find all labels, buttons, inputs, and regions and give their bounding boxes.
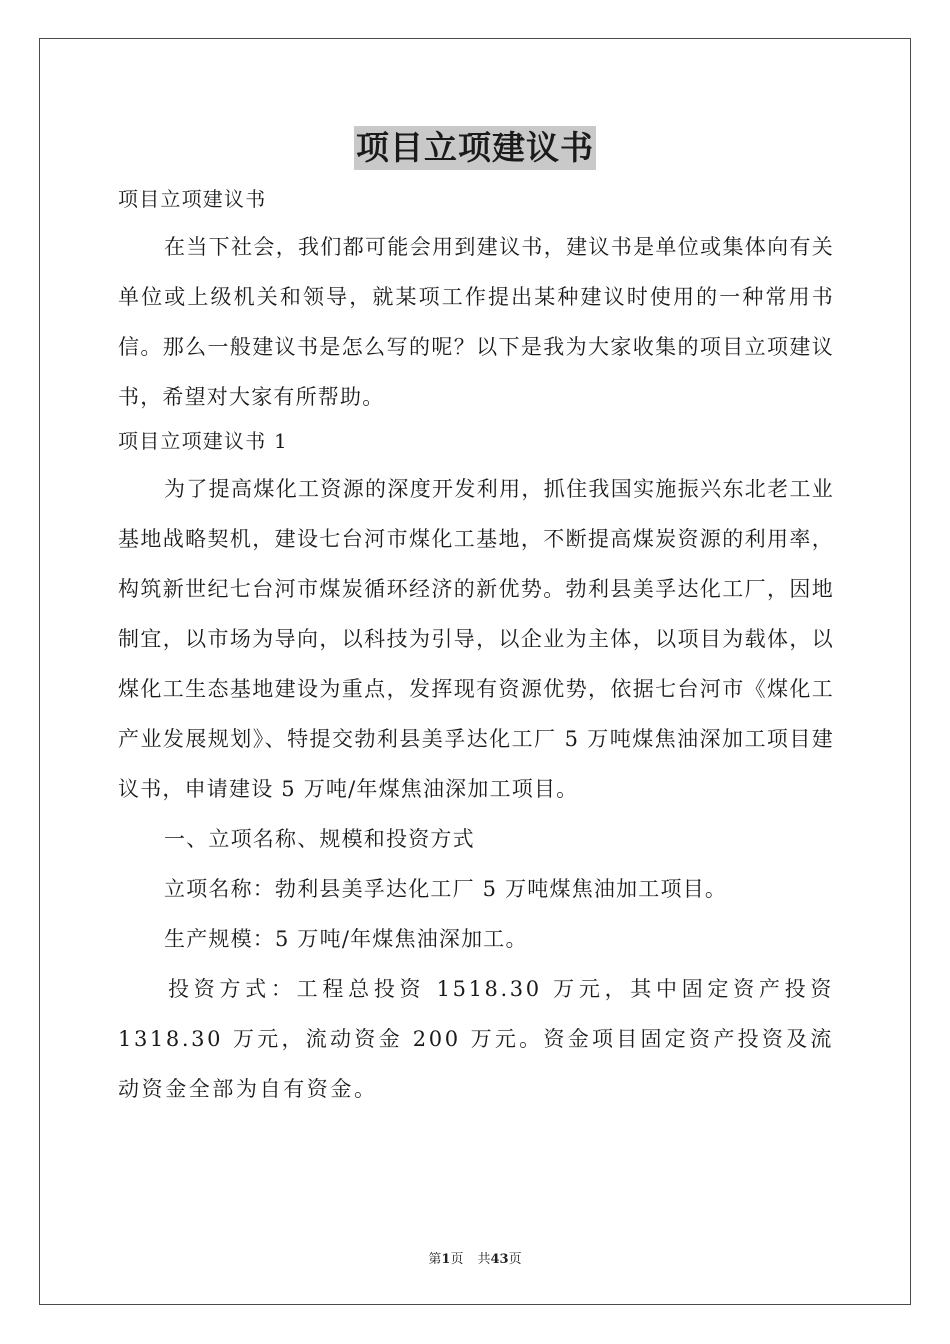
total-prefix: 共 <box>477 1252 491 1267</box>
page-footer <box>0 1248 950 1267</box>
intro-paragraph: 在当下社会，我们都可能会用到建议书，建议书是单位或集体向有关单位或上级机关和领导，就某项工作提出某种建议时使用的一种常用书信。那么一般建议书是怎么写的呢？以下是我为大家收集的项目立项建议书，希望对大家有所帮助。 <box>118 235 834 409</box>
document-title: 项目立项建议书 <box>354 126 596 170</box>
total-pages: 43 <box>490 1252 509 1267</box>
page-suffix: 页 <box>450 1252 464 1267</box>
item-project-name: 立项名称：勃利县美孚达化工厂 5 万吨煤焦油加工项目。 <box>164 877 728 901</box>
title-container <box>0 126 950 170</box>
page-prefix: 第 <box>428 1252 442 1267</box>
item-heading: 一、立项名称、规模和投资方式 <box>164 827 475 851</box>
item-investment: 投资方式：工程总投资 1518.30 万元，其中固定资产投资 1318.30 万元，流动资金 200 万元。资金项目固定资产投资及流动资金全部为自有资金。 <box>118 977 834 1101</box>
page-number: 1 <box>441 1252 451 1267</box>
total-suffix: 页 <box>508 1252 522 1267</box>
document-subtitle: 项目立项建议书 <box>118 187 267 211</box>
item-production-scale: 生产规模：5 万吨/年煤焦油深加工。 <box>164 927 528 951</box>
section-1-title: 项目立项建议书 1 <box>118 429 288 453</box>
section-1-paragraph: 为了提高煤化工资源的深度开发利用，抓住我国实施振兴东北老工业基地战略契机，建设七台河市煤化工基地，不断提高煤炭资源的利用率，构筑新世纪七台河市煤炭循环经济的新优势。勃利县美孚达化工厂，因地制宜，以市场为导向，以科技为引导，以企业为主体，以项目为载体，以煤化工生态基地建设为重点，发挥现有资源优势，依据七台河市《煤化工产业发展规划》、特提交勃利县美孚达化工厂 5 万吨煤焦油深加工项目建议书，申请建设 5 万吨/年煤焦油深加工项目。 <box>118 477 834 801</box>
document-body <box>118 180 834 1114</box>
